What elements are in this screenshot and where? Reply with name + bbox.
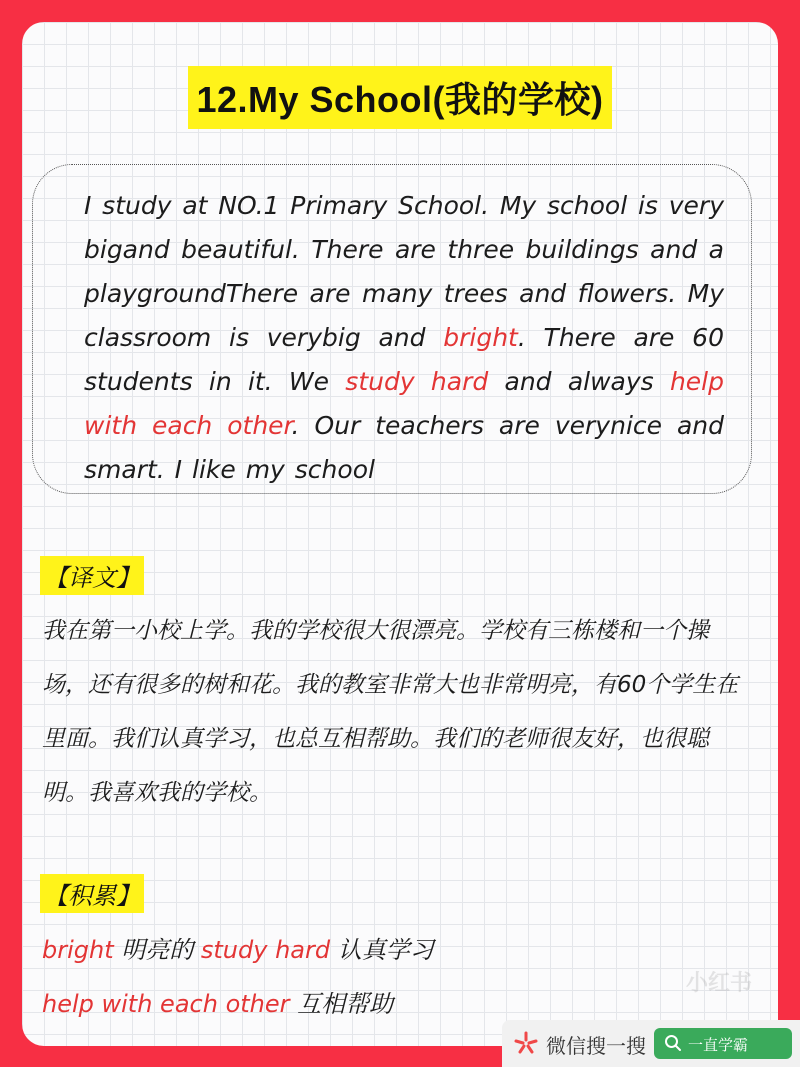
vocab-line-2 xyxy=(42,984,393,1019)
search-pill-button[interactable] xyxy=(654,1028,792,1059)
vocab-meaning: 认真学习 xyxy=(330,936,434,964)
essay-part-2: . There are 60 students in it. We xyxy=(84,323,724,396)
highlight-bright: bright xyxy=(443,323,518,352)
sparkle-logo-icon xyxy=(514,1031,538,1055)
content-card xyxy=(22,22,778,1046)
search-icon xyxy=(664,1034,682,1052)
vocab-line-1 xyxy=(42,930,434,965)
search-pill-label: 一直学霸 xyxy=(688,1036,749,1054)
essay-part-3: and always xyxy=(488,367,670,396)
watermark: 小红书 xyxy=(686,970,753,995)
translation-text: 我在第一小校上学。我的学校很大很漂亮。学校有三栋楼和一个操场，还有很多的树和花。我的教室非常大也非常明亮，有60个学生在里面。我们认真学习，也总互相帮助。我们的老师很友好，也很聪明。我喜欢我的学校。 xyxy=(42,618,739,806)
vocab-meaning: 明亮的 xyxy=(113,936,201,964)
translation-label: 【译文】 xyxy=(40,556,144,595)
essay-part-1: I study at NO.1 Primary School. My school is very bigand beautiful. There are three buildings and a playgroundThere are many trees and flowers. My classroom is verybig and xyxy=(84,191,724,352)
vocab-term: bright xyxy=(42,936,114,964)
vocab-term: study hard xyxy=(200,936,331,964)
vocab-meaning: 互相帮助 xyxy=(289,990,394,1018)
essay-text xyxy=(84,184,724,492)
title-wrap xyxy=(22,66,778,129)
essay-part-4: . Our teachers are verynice and smart. I like my school xyxy=(84,411,725,484)
highlight-study-hard: study hard xyxy=(345,367,489,396)
search-label: 微信搜一搜 xyxy=(546,1034,646,1058)
vocab-term: help with each other xyxy=(42,990,290,1018)
highlight-help-each-other: help with each other xyxy=(84,367,724,440)
wechat-search-bar[interactable] xyxy=(502,1020,800,1067)
vocab-label: 【积累】 xyxy=(40,874,144,913)
page-title: 12.My School(我的学校) xyxy=(188,66,611,129)
